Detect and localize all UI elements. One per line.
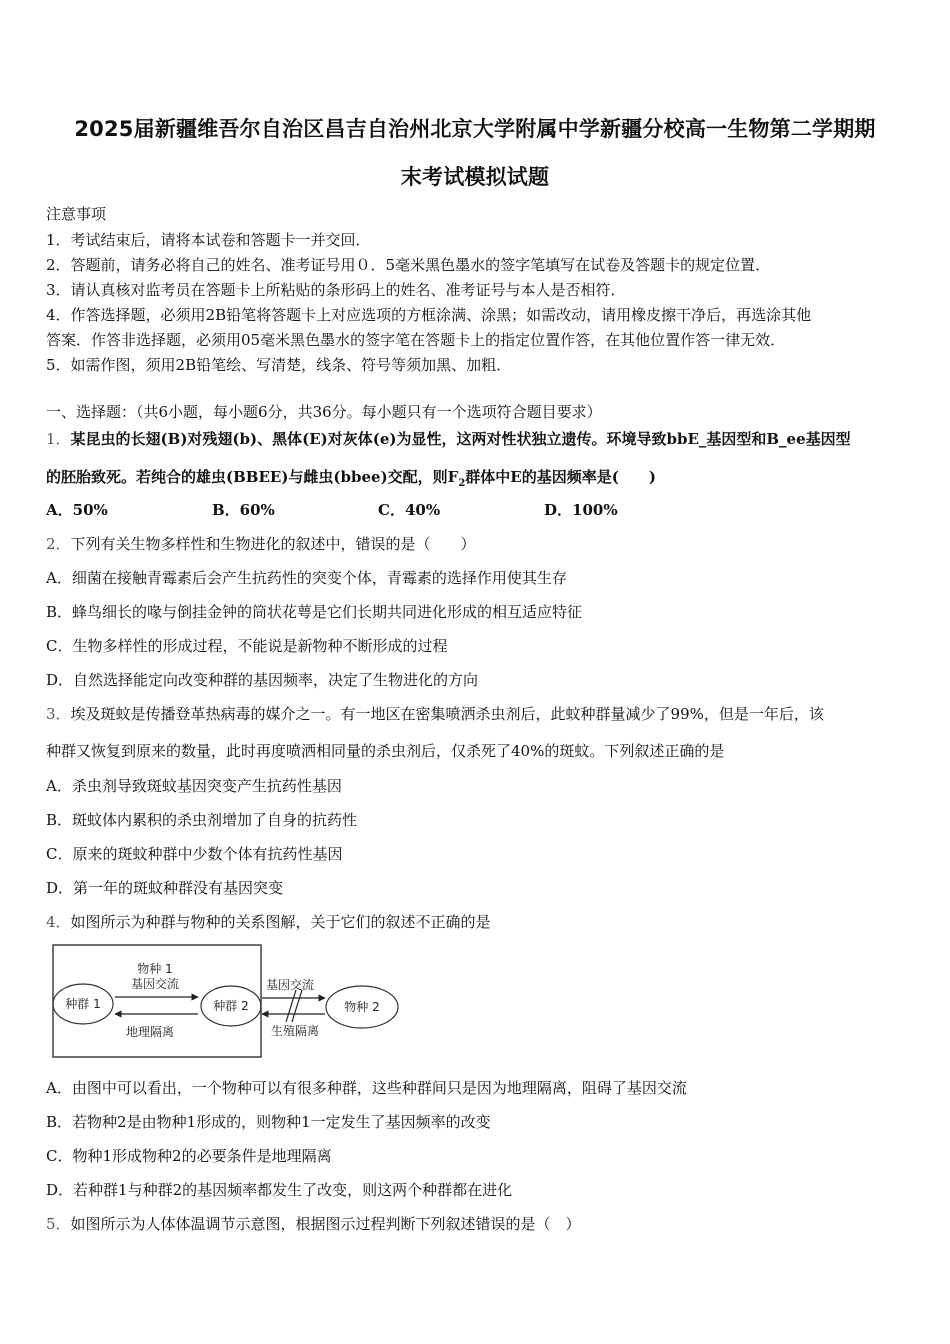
option-b[interactable] bbox=[46, 809, 908, 830]
option-c[interactable] bbox=[46, 1145, 908, 1166]
question-1-line-1 bbox=[46, 428, 908, 449]
species-2-label: 物种 2 bbox=[344, 1000, 380, 1014]
option-d[interactable] bbox=[46, 1179, 908, 1200]
question-3-line-2: 种群又恢复到原来的数量，此时再度喷洒相同量的杀虫剂后，仅杀死了40%的斑蚊。下列叙述正确的是 bbox=[46, 742, 725, 760]
question-3-text: 埃及斑蚊是传播登革热病毒的媒介之一。有一地区在密集喷洒杀虫剂后，此蚊种群量减少了99%，但是一年后，该 bbox=[70, 705, 824, 723]
subscript-2: 2 bbox=[458, 478, 466, 489]
option-text: B．若物种2是由物种1形成的，则物种1一定发生了基因频率的改变 bbox=[46, 1113, 491, 1131]
option-text: D．第一年的斑蚊种群没有基因突变 bbox=[46, 879, 284, 897]
option-a[interactable] bbox=[46, 775, 908, 796]
option-text: B．斑蚊体内累积的杀虫剂增加了自身的抗药性 bbox=[46, 811, 358, 829]
option-a[interactable] bbox=[46, 567, 908, 588]
option-a[interactable]: A．50% bbox=[46, 501, 108, 519]
question-3-number: 3． bbox=[46, 705, 71, 723]
note-item: 3．请认真核对监考员在答题卡上所粘贴的条形码上的姓名、准考证号与本人是否相符． bbox=[46, 281, 626, 299]
question-1-text-b: 群体中E的基因频率是( ) bbox=[465, 468, 656, 486]
note-item: 4．作答选择题，必须用2B铅笔将答题卡上对应选项的方框涂满、涂黑；如需改动，请用橡皮擦干净后，再选涂其他 bbox=[46, 306, 812, 324]
question-1-line-2 bbox=[46, 466, 908, 489]
block-slash bbox=[286, 990, 296, 1022]
question-3-line-1 bbox=[46, 703, 908, 724]
notes-heading: 注意事项 bbox=[46, 205, 107, 223]
question-5-stem bbox=[46, 1213, 908, 1234]
option-text: A．杀虫剂导致斑蚊基因突变产生抗药性基因 bbox=[46, 777, 342, 795]
option-c[interactable] bbox=[46, 635, 908, 656]
note-item: 5．如需作图，须用2B铅笔绘、写清楚，线条、符号等须加黑、加粗． bbox=[46, 356, 512, 374]
question-2-stem bbox=[46, 533, 908, 554]
option-b[interactable] bbox=[46, 1111, 908, 1132]
option-text: D．若种群1与种群2的基因频率都发生了改变，则这两个种群都在进化 bbox=[46, 1181, 513, 1199]
option-text: D．自然选择能定向改变种群的基因频率，决定了生物进化的方向 bbox=[46, 671, 479, 689]
option-text: C．物种1形成物种2的必要条件是地理隔离 bbox=[46, 1147, 332, 1165]
population-1-label: 种群 1 bbox=[65, 997, 101, 1011]
question-2-number: 2． bbox=[46, 535, 71, 553]
option-d[interactable] bbox=[46, 669, 908, 690]
geographic-isolation-label: 地理隔离 bbox=[125, 1025, 175, 1039]
exam-title-line-1: 2025届新疆维吾尔自治区昌吉自治州北京大学附属中学新疆分校高一生物第二学期期 bbox=[74, 117, 876, 141]
option-text: B．蜂鸟细长的喙与倒挂金钟的筒状花萼是它们长期共同进化形成的相互适应特征 bbox=[46, 603, 583, 621]
option-text: C．生物多样性的形成过程，不能说是新物种不断形成的过程 bbox=[46, 637, 448, 655]
option-b[interactable] bbox=[46, 601, 908, 622]
option-d[interactable] bbox=[46, 877, 908, 898]
note-item: 1．考试结束后，请将本试卷和答题卡一并交回． bbox=[46, 231, 371, 249]
question-5-number: 5． bbox=[46, 1215, 71, 1233]
option-text: C．原来的斑蚊种群中少数个体有抗药性基因 bbox=[46, 845, 343, 863]
gene-flow-label-right: 基因交流 bbox=[265, 978, 315, 992]
option-text: A．细菌在接触青霉素后会产生抗药性的突变个体，青霉素的选择作用使其生存 bbox=[46, 569, 567, 587]
question-2-text: 下列有关生物多样性和生物进化的叙述中，错误的是（ ） bbox=[70, 535, 476, 553]
section-heading: 一、选择题：（共6小题，每小题6分，共36分。每小题只有一个选项符合题目要求） bbox=[46, 403, 602, 421]
note-item: 2．答题前，请务必将自己的姓名、准考证号用０．5毫米黑色墨水的签字笔填写在试卷及答题卡的规定位置． bbox=[46, 256, 771, 274]
option-c[interactable] bbox=[46, 843, 908, 864]
option-b[interactable]: B．60% bbox=[212, 501, 275, 519]
population-species-diagram bbox=[50, 942, 410, 1060]
question-1-text-a: 的胚胎致死。若纯合的雄虫(BBEE)与雌虫(bbee)交配，则F bbox=[46, 468, 459, 486]
option-text: A．由图中可以看出，一个物种可以有很多种群，这些种群间只是因为地理隔离，阻碍了基因交流 bbox=[46, 1079, 687, 1097]
question-4-stem bbox=[46, 911, 908, 932]
species-1-label: 物种 1 bbox=[137, 962, 173, 976]
exam-title-line-2: 末考试模拟试题 bbox=[400, 165, 550, 189]
note-item: 答案．作答非选择题，必须用05毫米黑色墨水的签字笔在答题卡上的指定位置作答，在其他位置作答一律无效． bbox=[46, 331, 786, 349]
block-slash bbox=[292, 990, 302, 1022]
population-2-label: 种群 2 bbox=[213, 999, 249, 1013]
question-1-number: 1． bbox=[46, 430, 71, 448]
option-c[interactable]: C．40% bbox=[378, 501, 441, 519]
gene-flow-label: 基因交流 bbox=[130, 977, 180, 991]
question-1-text: 某昆虫的长翅(B)对残翅(b)、黑体(E)对灰体(e)为显性，这两对性状独立遗传。环境导致bbE_基因型和B_ee基因型 bbox=[70, 430, 851, 448]
option-a[interactable] bbox=[46, 1077, 908, 1098]
question-5-text: 如图所示为人体体温调节示意图，根据图示过程判断下列叙述错误的是（ ） bbox=[70, 1215, 581, 1233]
reproductive-isolation-label: 生殖隔离 bbox=[270, 1024, 320, 1038]
question-4-number: 4． bbox=[46, 913, 71, 931]
question-1-options bbox=[46, 499, 908, 520]
question-4-text: 如图所示为种群与物种的关系图解，关于它们的叙述不正确的是 bbox=[70, 913, 491, 931]
option-d[interactable]: D．100% bbox=[544, 501, 618, 519]
